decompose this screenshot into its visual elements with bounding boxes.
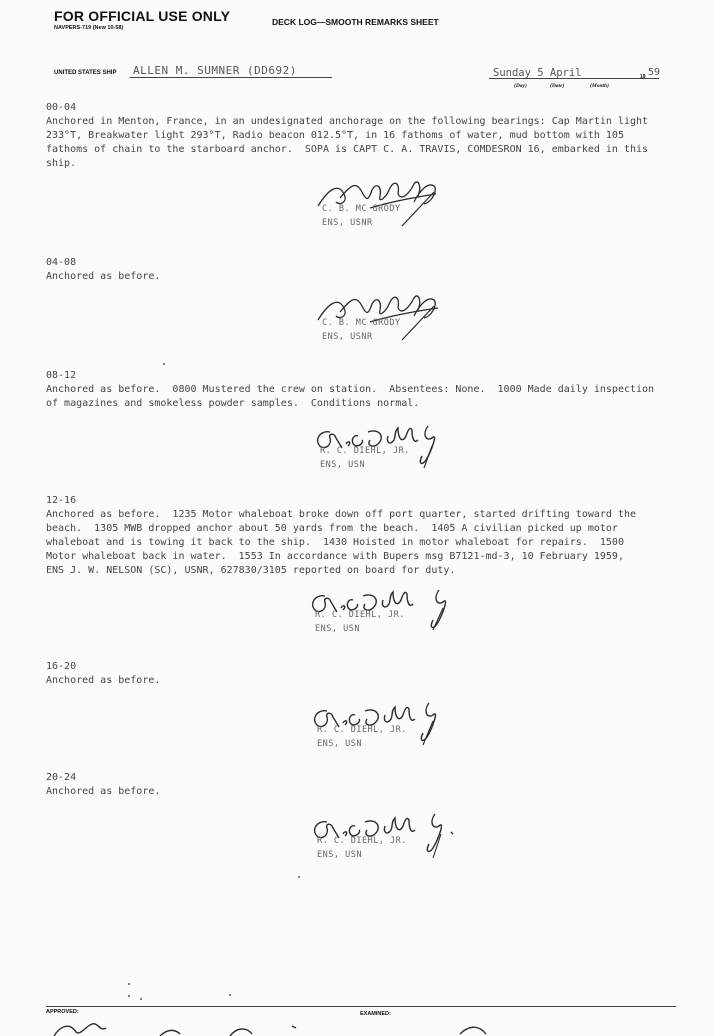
signer-rank: ENS, USN [315,624,360,634]
month-caption: (Month) [590,83,609,89]
signer-name: R. C. DIEHL, JR. [317,836,407,846]
approved-label: APPROVED: [46,1009,79,1015]
watch-entry [46,369,682,411]
approval-signature-partial [40,1016,500,1036]
watch-signature [310,172,470,234]
watch-time: 16-20 [46,661,77,672]
signer-name: R. C. DIEHL, JR. [317,725,407,735]
signer-rank: ENS, USN [320,460,365,470]
log-date: Sunday 5 April [493,67,582,79]
date-underline [489,78,659,79]
watch-time: 04-08 [46,257,77,268]
scan-speck [128,983,130,985]
year-prefix: 19 [640,74,646,80]
log-year: 59 [648,67,661,78]
scan-speck [128,995,130,997]
ship-label: UNITED STATES SHIP [54,70,117,76]
form-number: NAVPERS-719 (New 10-58) [54,25,124,31]
watch-remarks: Anchored as before. [46,675,161,686]
signer-rank: ENS, USN [317,739,362,749]
ship-name: ALLEN M. SUMNER (DD692) [133,64,297,77]
signer-name: C. B. MC GRODY [322,318,401,328]
watch-entry [46,256,682,284]
watch-entry [46,101,682,171]
sheet-title: DECK LOG—SMOOTH REMARKS SHEET [272,17,439,27]
scan-speck [229,994,231,996]
watch-signature [305,810,465,872]
signer-name: C. B. MC GRODY [322,204,401,214]
scan-speck [140,998,142,1000]
ship-name-underline [130,77,332,78]
signer-name: R. C. DIEHL, JR. [315,610,405,620]
examined-label: EXAMINED: [360,1011,391,1017]
watch-signature [303,584,463,646]
watch-time: 20-24 [46,772,77,783]
watch-entry [46,494,682,578]
watch-remarks: Anchored as before. [46,786,161,797]
classification-title: FOR OFFICIAL USE ONLY [54,8,231,24]
signer-rank: ENS, USN [317,850,362,860]
watch-remarks: Anchored in Menton, France, in an undesignated anchorage on the following bearings: Cap Martin light 233°T, Breakwater light 293°T, Radio beacon 012.5°T, in 16 fathoms of water, mud bottom with 105 fathoms of chain to the starboard anchor. SOPA is CAPT C. A. TRAVIS, COMDESRON 16, embarked in this ship. [46,116,649,169]
watch-entry [46,660,682,688]
scan-speck [163,363,165,365]
watch-remarks: Anchored as before. 1235 Motor whaleboat broke down off port quarter, started drifting toward the beach. 1305 MWB dropped anchor about 50 yards from the beach. 1405 A civilian picked up motor whaleboat and is towing it back to the ship. 1430 Hoisted in motor whaleboat for repairs. 1500 Motor whaleboat back in water. 1553 In accordance with Bupers msg B7121-md-3, 10 February 1959, ENS J. W. NELSON (SC), USNR, 627830/3105 reported on board for duty. [46,509,637,576]
watch-signature [310,284,470,346]
watch-entry [46,771,682,799]
watch-time: 12-16 [46,495,77,506]
watch-time: 00-04 [46,102,77,113]
watch-signature [308,420,468,482]
footer-rule [46,1006,676,1007]
signer-rank: ENS, USNR [322,332,373,342]
day-caption: (Day) [514,83,527,89]
scan-speck [298,876,300,878]
watch-remarks: Anchored as before. 0800 Mustered the crew on station. Absentees: None. 1000 Made daily inspection of magazines and smokeless powder samples. Conditions normal. [46,384,655,409]
watch-remarks: Anchored as before. [46,271,161,282]
watch-signature [305,699,465,761]
signer-name: R. C. DIEHL, JR. [320,446,410,456]
date-caption: (Date) [550,83,565,89]
watch-time: 08-12 [46,370,77,381]
signer-rank: ENS, USNR [322,218,373,228]
